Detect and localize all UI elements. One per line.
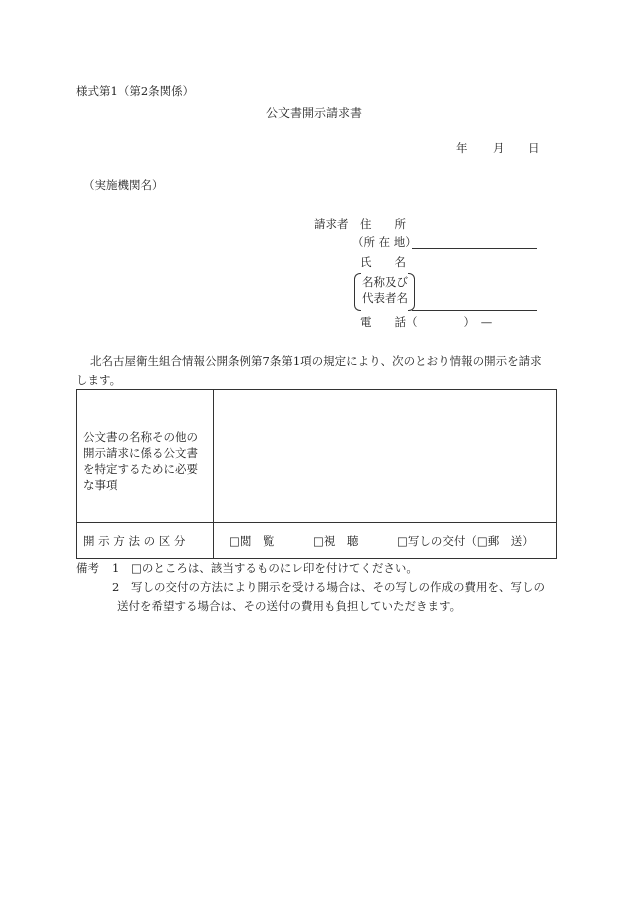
- table-divider-vertical: [213, 390, 214, 558]
- document-title: 公文書開示請求書: [266, 106, 363, 120]
- note2-line2: 送付を希望する場合は、その送付の費用も負担していただきます。: [117, 599, 462, 613]
- date-year: 年: [456, 141, 468, 155]
- name-label: 氏 名: [360, 255, 406, 269]
- option-view-checkbox[interactable]: □閲 覧: [229, 534, 275, 548]
- name-underline[interactable]: [412, 310, 537, 311]
- recipient-agency: （実施機関名）: [83, 178, 164, 192]
- date-month: 月: [493, 141, 505, 155]
- document-item-label: 公文書の名称その他の開示請求に係る公文書を特定するために必要な事項: [83, 430, 198, 492]
- org-bracket-right: [408, 273, 415, 311]
- org-bracket-left: [354, 273, 361, 311]
- note2-number: 2: [112, 580, 120, 594]
- org-name-line2: 代表者名: [362, 291, 408, 305]
- option-listen-checkbox[interactable]: □視 聴: [313, 534, 359, 548]
- form-number: 様式第1（第2条関係）: [76, 84, 195, 98]
- requester-label: 請求者: [314, 217, 349, 231]
- intro-line2: します。: [76, 373, 122, 387]
- document-item-input[interactable]: [215, 391, 554, 521]
- request-table: [76, 389, 557, 559]
- location-label: （所 在 地）: [352, 235, 417, 249]
- note2-line1: 写しの交付の方法により開示を受ける場合は、その写しの作成の費用を、写しの: [131, 580, 545, 594]
- intro-line1: 北名古屋衛生組合情報公開条例第7条第1項の規定により、次のとおり情報の開示を請求: [90, 354, 542, 368]
- date-day: 日: [528, 141, 540, 155]
- note1-number: 1: [112, 561, 120, 575]
- address-underline[interactable]: [412, 248, 537, 249]
- option-copy-checkbox[interactable]: □写しの交付（□郵 送）: [397, 534, 534, 548]
- note1-text: □のところは、該当するものにレ印を付けてください。: [131, 561, 418, 575]
- disclosure-method-label: 開 示 方 法 の 区 分: [83, 534, 186, 548]
- notes-label: 備考: [76, 561, 99, 575]
- table-divider-horizontal: [77, 522, 556, 523]
- org-name-line1: 名称及び: [362, 275, 408, 289]
- address-label: 住 所: [360, 217, 406, 231]
- phone-label: 電 話（ ） —: [360, 315, 493, 329]
